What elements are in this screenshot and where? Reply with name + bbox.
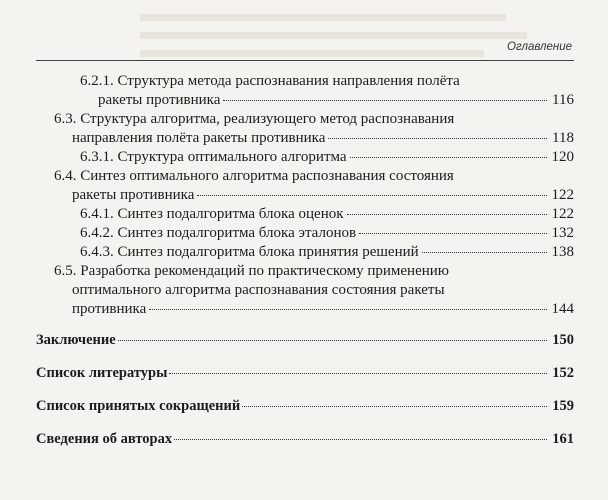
toc-entry-row <box>80 205 574 224</box>
toc-leader-dots <box>169 373 547 374</box>
toc-entry-title: противника <box>72 301 147 317</box>
toc-entry-row <box>80 224 574 243</box>
toc-page-number: 161 <box>552 431 574 447</box>
toc-chapter-entry[interactable] <box>36 331 574 350</box>
toc-section-entry[interactable] <box>36 205 574 224</box>
toc-page-number: 144 <box>551 301 574 317</box>
toc-entry-row <box>54 129 574 148</box>
toc-page-number: 122 <box>551 187 574 203</box>
toc-leader-dots <box>223 100 547 101</box>
toc-entry-row <box>36 364 574 383</box>
toc-entry-title: направления полёта ракеты противника <box>72 130 326 146</box>
toc-section-entry[interactable] <box>36 110 574 148</box>
toc-entry-title-line: 6.5. Разработка рекомендаций по практическому применению <box>54 263 449 279</box>
toc-entry-title: Список принятых сокращений <box>36 398 241 414</box>
toc-chapter-entry[interactable] <box>36 364 574 383</box>
toc-page-number: 132 <box>551 225 574 241</box>
header-rule <box>36 60 574 61</box>
toc-section-entry[interactable] <box>36 72 574 110</box>
toc-chapter-entry[interactable] <box>36 430 574 449</box>
toc-section-entry[interactable] <box>36 224 574 243</box>
toc-leader-dots <box>422 252 547 253</box>
toc-page-number: 159 <box>552 398 574 414</box>
toc-entry-row <box>36 331 574 350</box>
running-head: Оглавление <box>507 41 572 53</box>
toc-section-entry[interactable] <box>36 167 574 205</box>
show-through-text-top <box>140 6 570 57</box>
toc-entry-row <box>54 186 574 205</box>
toc-page-number: 122 <box>551 206 574 222</box>
toc-entry-title: 6.4.2. Синтез подалгоритма блока эталонов <box>80 225 357 241</box>
toc-entry-title: ракеты противника <box>98 92 221 108</box>
toc-entry-title: 6.4.1. Синтез подалгоритма блока оценок <box>80 206 344 222</box>
toc-section-entry[interactable] <box>36 148 574 167</box>
toc-section-entry[interactable] <box>36 243 574 262</box>
toc-entry-title-line: оптимального алгоритма распознавания состояния ракеты <box>72 282 445 298</box>
toc-leader-dots <box>197 195 547 196</box>
toc-entry-title: 6.3.1. Структура оптимального алгоритма <box>80 149 347 165</box>
toc-entry-title-line: 6.3. Структура алгоритма, реализующего метод распознавания <box>54 111 455 127</box>
toc-page-number: 120 <box>551 149 574 165</box>
table-of-contents <box>36 72 574 449</box>
toc-leader-dots <box>350 157 547 158</box>
toc-entry-title: Сведения об авторах <box>36 431 173 447</box>
toc-page-number: 150 <box>552 332 574 348</box>
toc-entry-title-line: 6.2.1. Структура метода распознавания направления полёта <box>80 73 460 89</box>
toc-entry-row <box>36 430 574 449</box>
toc-entry-row <box>80 148 574 167</box>
toc-leader-dots <box>149 309 547 310</box>
toc-entry-row <box>80 91 574 110</box>
toc-entry-title: ракеты противника <box>72 187 195 203</box>
toc-page-number: 138 <box>551 244 574 260</box>
toc-leader-dots <box>359 233 547 234</box>
toc-entry-title: 6.4.3. Синтез подалгоритма блока принятия решений <box>80 244 419 260</box>
toc-leader-dots <box>174 439 547 440</box>
toc-section-entry[interactable] <box>36 262 574 319</box>
toc-page-number: 118 <box>552 130 574 146</box>
toc-leader-dots <box>118 340 547 341</box>
toc-page-number: 116 <box>552 92 574 108</box>
toc-entry-row <box>54 300 574 319</box>
toc-entry-title: Список литературы <box>36 365 168 381</box>
toc-entry-title-line: 6.4. Синтез оптимального алгоритма распознавания состояния <box>54 168 454 184</box>
toc-leader-dots <box>328 138 547 139</box>
toc-leader-dots <box>242 406 547 407</box>
toc-leader-dots <box>347 214 547 215</box>
toc-entry-row <box>80 243 574 262</box>
toc-page-number: 152 <box>552 365 574 381</box>
toc-chapter-entry[interactable] <box>36 397 574 416</box>
toc-entry-title: Заключение <box>36 332 116 348</box>
toc-entry-row <box>36 397 574 416</box>
